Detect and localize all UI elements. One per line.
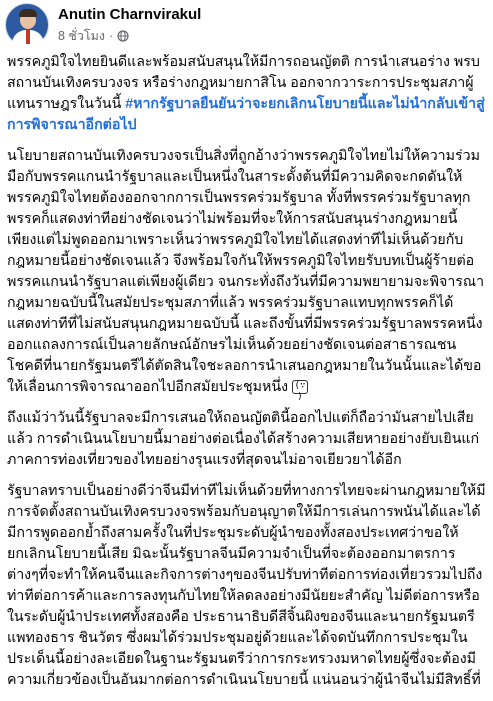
post-paragraph-4: รัฐบาลทราบเป็นอย่างดีว่าจีนมีท่าทีไม่เห็นด้วยที่ทางการไทยจะผ่านกฎหมายให้มีการจัดตั้งสถานบันเทิงครบวงจรพร้อมกับอนุญาตให้มีการเล่นการพนันได้และได้มีการพูดออกย้ำถึงสามครั้งในที่ประชุมระดับผู้นำของทั้งสองประเทศว่าขอให้ยกเลิกนโยบายนี้เสีย มิฉะนั้นรัฐบาลจีนมีความจำเป็นที่จะต้องออกมาตรการต่างๆที่จะทำให้คนจีนและกิจการต่างๆของจีนปรับท่าทีต่อการท่องเที่ยวรวมไปถึงท่าทีต่อการค้าและการลงทุนกับไทยให้ลดลงอย่างมีนัยยะสำคัญ ไม่ดีต่อการหรือในระดับผู้นำประเทศทั้งสองคือ ประธานาธิบดีสีจิ้นผิงของจีนและนายกรัฐมนตรีแพทองธาร ชินวัตร ซึ่งผมได้ร่วมประชุมอยู่ด้วยและได้จดบันทึกการประชุมในประเด็นนี้อย่างละเอียดในฐานะรัฐมนตรีว่าการกระทรวงมหาดไทยผู้ซึ่งจะต้องมีความเกี่ยวข้องเป็นอันมากต่อการดำเนินนโยบายนี้ แน่นอนว่าผู้นำจีนไม่มีสิทธิ์ที่ [7, 483, 486, 688]
globe-icon[interactable] [117, 30, 129, 42]
emoji-badge-icon: (∵) [292, 380, 308, 394]
post-body [0, 52, 493, 701]
avatar-hair [19, 9, 37, 17]
post-paragraph-2 [0, 146, 493, 403]
paragraph-1-text: พรรคภูมิใจไทยยินดีและพร้อมสนับสนุนให้มีการถอนญัตติ การนำเสนอร่าง พรบ สถานบันเทิงครบวงจร หรือร่างกฎหมายกาสิโน ออกจากวาระการประชุมสภาผู้แทนราษฎรในวันนี้ [7, 54, 480, 112]
author-avatar[interactable] [5, 3, 49, 47]
post-meta [58, 26, 129, 46]
paragraph-2-text: นโยบายสถานบันเทิงครบวงจรเป็นสิ่งที่ถูกอ้างว่าพรรคภูมิใจไทยไม่ให้ความร่วมมือกับพรรคแกนนำรัฐบาลและเป็นหนึ่งในสาระดั้งต้นที่มีความคิดจะกดดันให้พรรคภูมิใจไทยต้องออกจากการเป็นพรรคร่วมรัฐบาล ทั้งที่พรรคร่วมรัฐบาลทุกพรรคก็แสดงท่าทีอย่างชัดเจนว่าไม่พร้อมที่จะให้การสนับสนุนร่างกฎหมายนี้เพียงแต่ไม่พูดออกมาเพราะเห็นว่าพรรคภูมิใจไทยได้แสดงท่าทีไม่เห็นด้วยกับกฎหมายนี้อย่างชัดเจนแล้ว จึงพร้อมใจกันให้พรรคภูมิใจไทยรับบทเป็นผู้ร้ายต่อพรรคแกนนำรัฐบาลแต่เพียงผู้เดียว จนกระทั่งถึงวันที่มีความพยายามจะพิจารณากฎหมายฉบับนี้ในสมัยประชุมสภาที่แล้ว พรรคร่วมรัฐบาลแทบทุกพรรคก็ได้แสดงท่าทีที่ไม่สนับสนุนกฎหมายฉบับนี้ และถึงขั้นที่มีพรรคร่วมรัฐบาลพรรคหนึ่งออกแถลงการณ์เป็นลายลักษณ์อักษรไม่เห็นด้วยอย่างชัดเจนต่อสาธารณชน โชคดีที่นายกรัฐมนตรีได้ตัดสินใจชะลอการนำเสนอกฎหมายในวันนั้นและได้ขอให้เลื่อนการพิจารณาออกไปอีกสมัยประชุมหนึ่ง [7, 148, 485, 395]
post-paragraph-3: ถึงแม้ว่าวันนี้รัฐบาลจะมีการเสนอให้ถอนญัตตินี้ออกไปแต่ก็ถือว่ามันสายไปเสียแล้ว การดำเนินนโยบายนี้มาอย่างต่อเนื่องได้สร้างความเสียหายอย่างยับเยินแก่ภาคการท่องเที่ยวของไทยอย่างรุนแรงที่สุดจนไม่อาจเยียวยาได้อีก [7, 410, 480, 468]
meta-separator: · [109, 29, 114, 43]
hashtag-link[interactable]: #หากรัฐบาลยืนยันว่าจะยกเลิกนโยบายนี้และไม่นำกลับเข้าสู่การพิจารณาอีกต่อไป [7, 96, 485, 133]
post-header [0, 0, 493, 50]
author-name[interactable]: Anutin Charnvirakul [58, 6, 202, 23]
avatar-tie [26, 30, 30, 44]
post-timestamp[interactable]: 8 ชั่วโมง [58, 29, 105, 43]
post-paragraph-1 [0, 52, 493, 136]
